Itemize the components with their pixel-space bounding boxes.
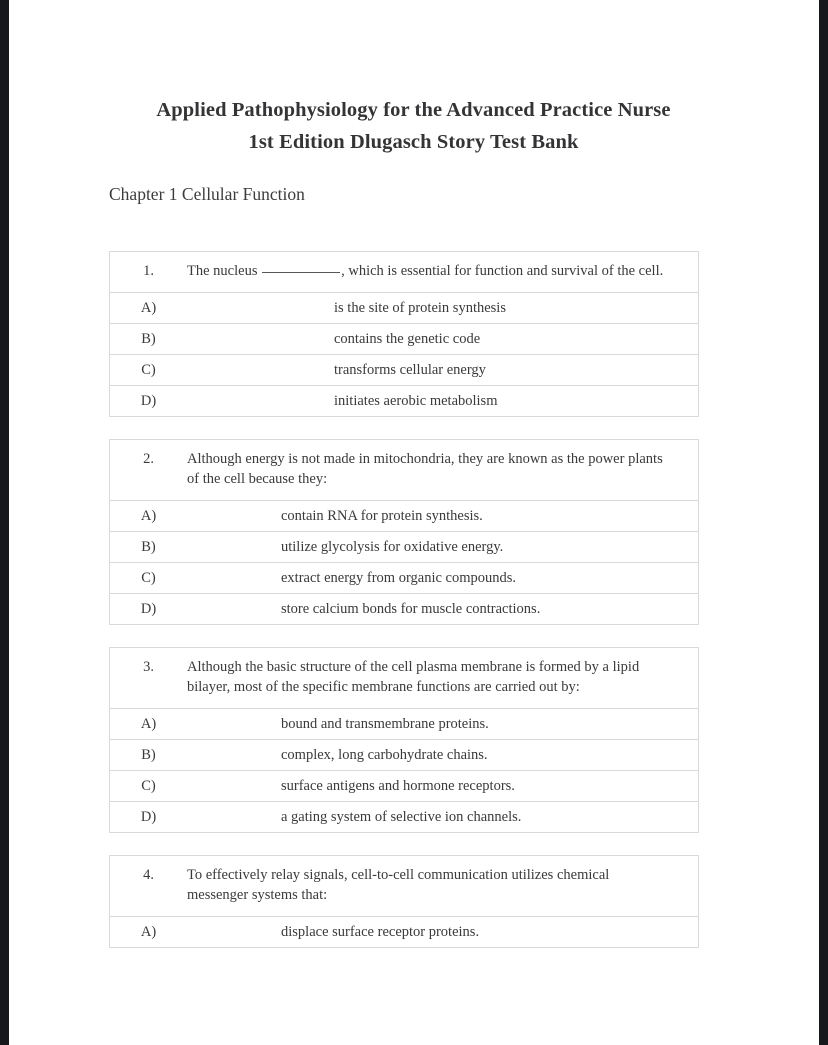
fill-in-blank [262, 272, 340, 273]
answer-option-row[interactable] [110, 563, 698, 594]
answer-option-text: initiates aerobic metabolism [334, 392, 498, 409]
answer-option-text: store calcium bonds for muscle contractions. [281, 600, 541, 617]
answer-option-text: contain RNA for protein synthesis. [281, 507, 483, 524]
page-edge-strip-right [819, 0, 828, 1045]
question-number: 1. [143, 263, 154, 279]
answer-option-letter: B) [141, 746, 156, 763]
question-text: To effectively relay signals, cell-to-cell communication utilizes chemical messenger systems that: [187, 866, 610, 903]
answer-option-text: complex, long carbohydrate chains. [281, 746, 488, 763]
question-prompt-row [110, 856, 698, 917]
question-block [109, 647, 699, 833]
answer-option-text: contains the genetic code [334, 330, 481, 347]
answer-option-letter: B) [141, 330, 156, 347]
question-text: Although the basic structure of the cell plasma membrane is formed by a lipid bilayer, most of the specific membrane functions are carried out by: [187, 658, 640, 695]
question-block [109, 439, 699, 625]
answer-option-letter: C) [141, 361, 156, 378]
answer-option-row[interactable] [110, 532, 698, 563]
answer-option-letter: B) [141, 538, 156, 555]
answer-option-letter: A) [140, 507, 157, 524]
answer-option-letter: A) [140, 923, 157, 940]
answer-option-letter: A) [140, 299, 157, 316]
question-prompt-row [110, 440, 698, 501]
document-page [9, 0, 818, 1045]
question-text: Although energy is not made in mitochondria, they are known as the power plants of the cell because they: [187, 450, 663, 487]
answer-option-row[interactable] [110, 594, 698, 625]
answer-option-row[interactable] [110, 501, 698, 532]
question-number: 4. [143, 866, 154, 883]
question-block [109, 251, 699, 417]
answer-option-letter: C) [141, 569, 156, 586]
answer-option-row[interactable] [110, 771, 698, 802]
answer-option-text: a gating system of selective ion channels. [281, 808, 522, 825]
answer-option-text: transforms cellular energy [334, 361, 486, 378]
page-edge-strip-left [0, 0, 9, 1045]
answer-option-text: extract energy from organic compounds. [281, 569, 517, 586]
answer-option-letter: D) [140, 808, 157, 825]
question-text [187, 261, 698, 282]
answer-option-text: surface antigens and hormone receptors. [281, 777, 515, 794]
answer-option-row[interactable] [110, 355, 698, 386]
question-list [109, 251, 699, 970]
question-text-before-blank: The nucleus [187, 263, 262, 279]
question-prompt-row [110, 252, 698, 293]
question-prompt-row [110, 648, 698, 709]
answer-option-letter: C) [141, 777, 156, 794]
answer-option-text: utilize glycolysis for oxidative energy. [281, 538, 504, 555]
question-number: 2. [143, 450, 154, 467]
answer-option-row[interactable] [110, 709, 698, 740]
answer-option-row[interactable] [110, 740, 698, 771]
answer-option-row[interactable] [110, 917, 698, 948]
answer-option-letter: A) [140, 715, 157, 732]
answer-option-row[interactable] [110, 386, 698, 417]
document-title [9, 94, 818, 158]
chapter-heading: Chapter 1 Cellular Function [109, 184, 305, 204]
answer-option-text: bound and transmembrane proteins. [281, 715, 489, 732]
answer-option-letter: D) [140, 600, 157, 617]
answer-option-row[interactable] [110, 293, 698, 324]
document-title-line-1: Applied Pathophysiology for the Advanced Practice Nurse [156, 99, 671, 121]
question-number: 3. [143, 658, 154, 675]
answer-option-text: is the site of protein synthesis [334, 299, 506, 316]
document-title-line-2: 1st Edition Dlugasch Story Test Bank [248, 131, 579, 153]
answer-option-row[interactable] [110, 324, 698, 355]
answer-option-text: displace surface receptor proteins. [281, 923, 480, 940]
answer-option-row[interactable] [110, 802, 698, 833]
question-block [109, 855, 699, 948]
question-text-after-blank: , which is essential for function and survival of the cell. [341, 263, 664, 279]
answer-option-letter: D) [140, 392, 157, 409]
